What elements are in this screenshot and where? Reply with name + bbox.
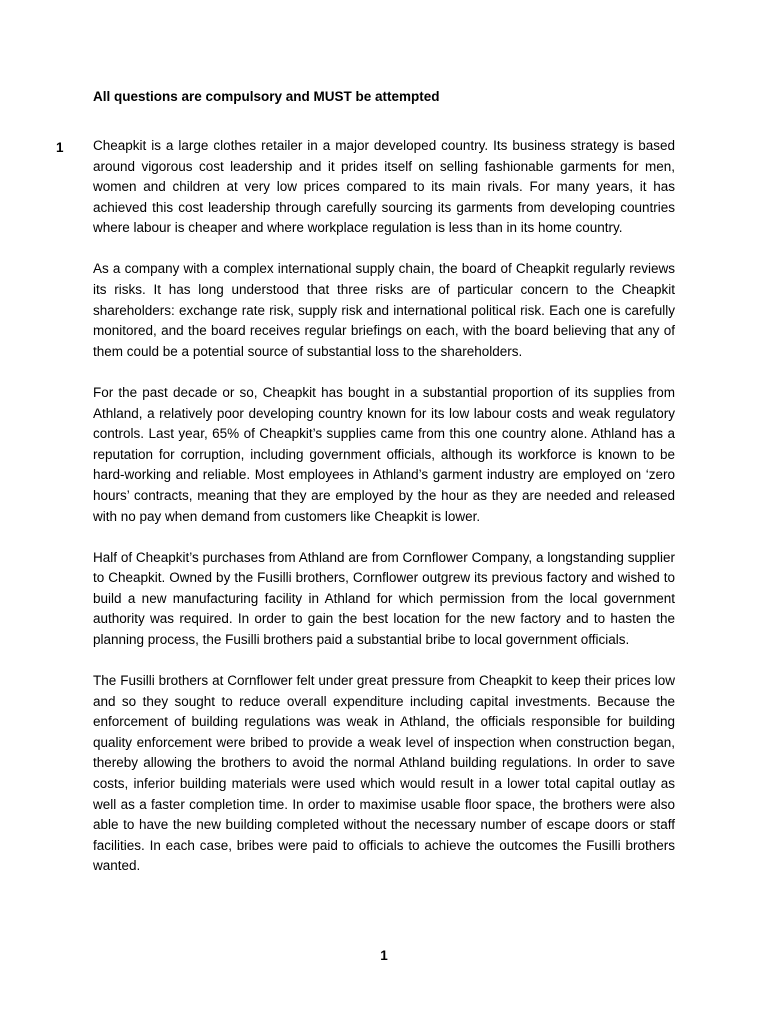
paragraph-1: Cheapkit is a large clothes retailer in a major developed country. Its business strategy is based around vigorous cost leadership and it prides itself on selling fashionable garments for men, women and children at very low prices compared to its main rivals. For many years, it has achieved this cost leadership through carefully sourcing its garments from developing countries where labour is cheaper and where workplace regulation is less than in its home country. — [93, 138, 675, 236]
question-body — [93, 136, 675, 898]
paragraph-2: As a company with a complex international supply chain, the board of Cheapkit regularly reviews its risks. It has long understood that three risks are of particular concern to the Cheapkit shareholders: exchange rate risk, supply risk and international political risk. Each one is carefully monitored, and the board receives regular briefings on each, with the board believing that any of them could be a potential source of substantial loss to the shareholders. — [93, 261, 675, 359]
paragraph-5: The Fusilli brothers at Cornflower felt under great pressure from Cheapkit to keep their prices low and so they sought to reduce overall expenditure including capital investments. Because the enforcement of building regulations was weak in Athland, the officials responsible for building quality enforcement were bribed to provide a weak level of inspection when construction began, thereby allowing the brothers to avoid the normal Athland building regulations. In order to save costs, inferior building materials were used which would result in a lower total capital outlay as well as a faster completion time. In order to maximise usable floor space, the brothers were also able to have the new building completed without the necessary number of escape doors or staff facilities. In each case, bribes were paid to officials to achieve the outcomes the Fusilli brothers wanted. — [93, 673, 675, 874]
paragraph-3: For the past decade or so, Cheapkit has bought in a substantial proportion of its supplies from Athland, a relatively poor developing country known for its low labour costs and weak regulatory controls. Last year, 65% of Cheapkit’s supplies came from this one country alone. Athland has a reputation for corruption, including government officials, although its workforce is known to be hard-working and reliable. Most employees in Athland’s garment industry are employed on ‘zero hours’ contracts, meaning that they are employed by the hour as they are needed and released with no pay when demand from customers like Cheapkit is lower. — [93, 384, 675, 524]
paragraph-4: Half of Cheapkit’s purchases from Athland are from Cornflower Company, a longstanding supplier to Cheapkit. Owned by the Fusilli brothers, Cornflower outgrew its previous factory and wished to build a new manufacturing facility in Athland for which permission from the local government authority was required. In order to gain the best location for the new factory and to hasten the planning process, the Fusilli brothers paid a substantial bribe to local government officials. — [93, 549, 675, 647]
question-number: 1 — [56, 140, 64, 155]
exam-instructions-heading: All questions are compulsory and MUST be attempted — [93, 89, 440, 104]
page-number: 1 — [380, 948, 388, 963]
